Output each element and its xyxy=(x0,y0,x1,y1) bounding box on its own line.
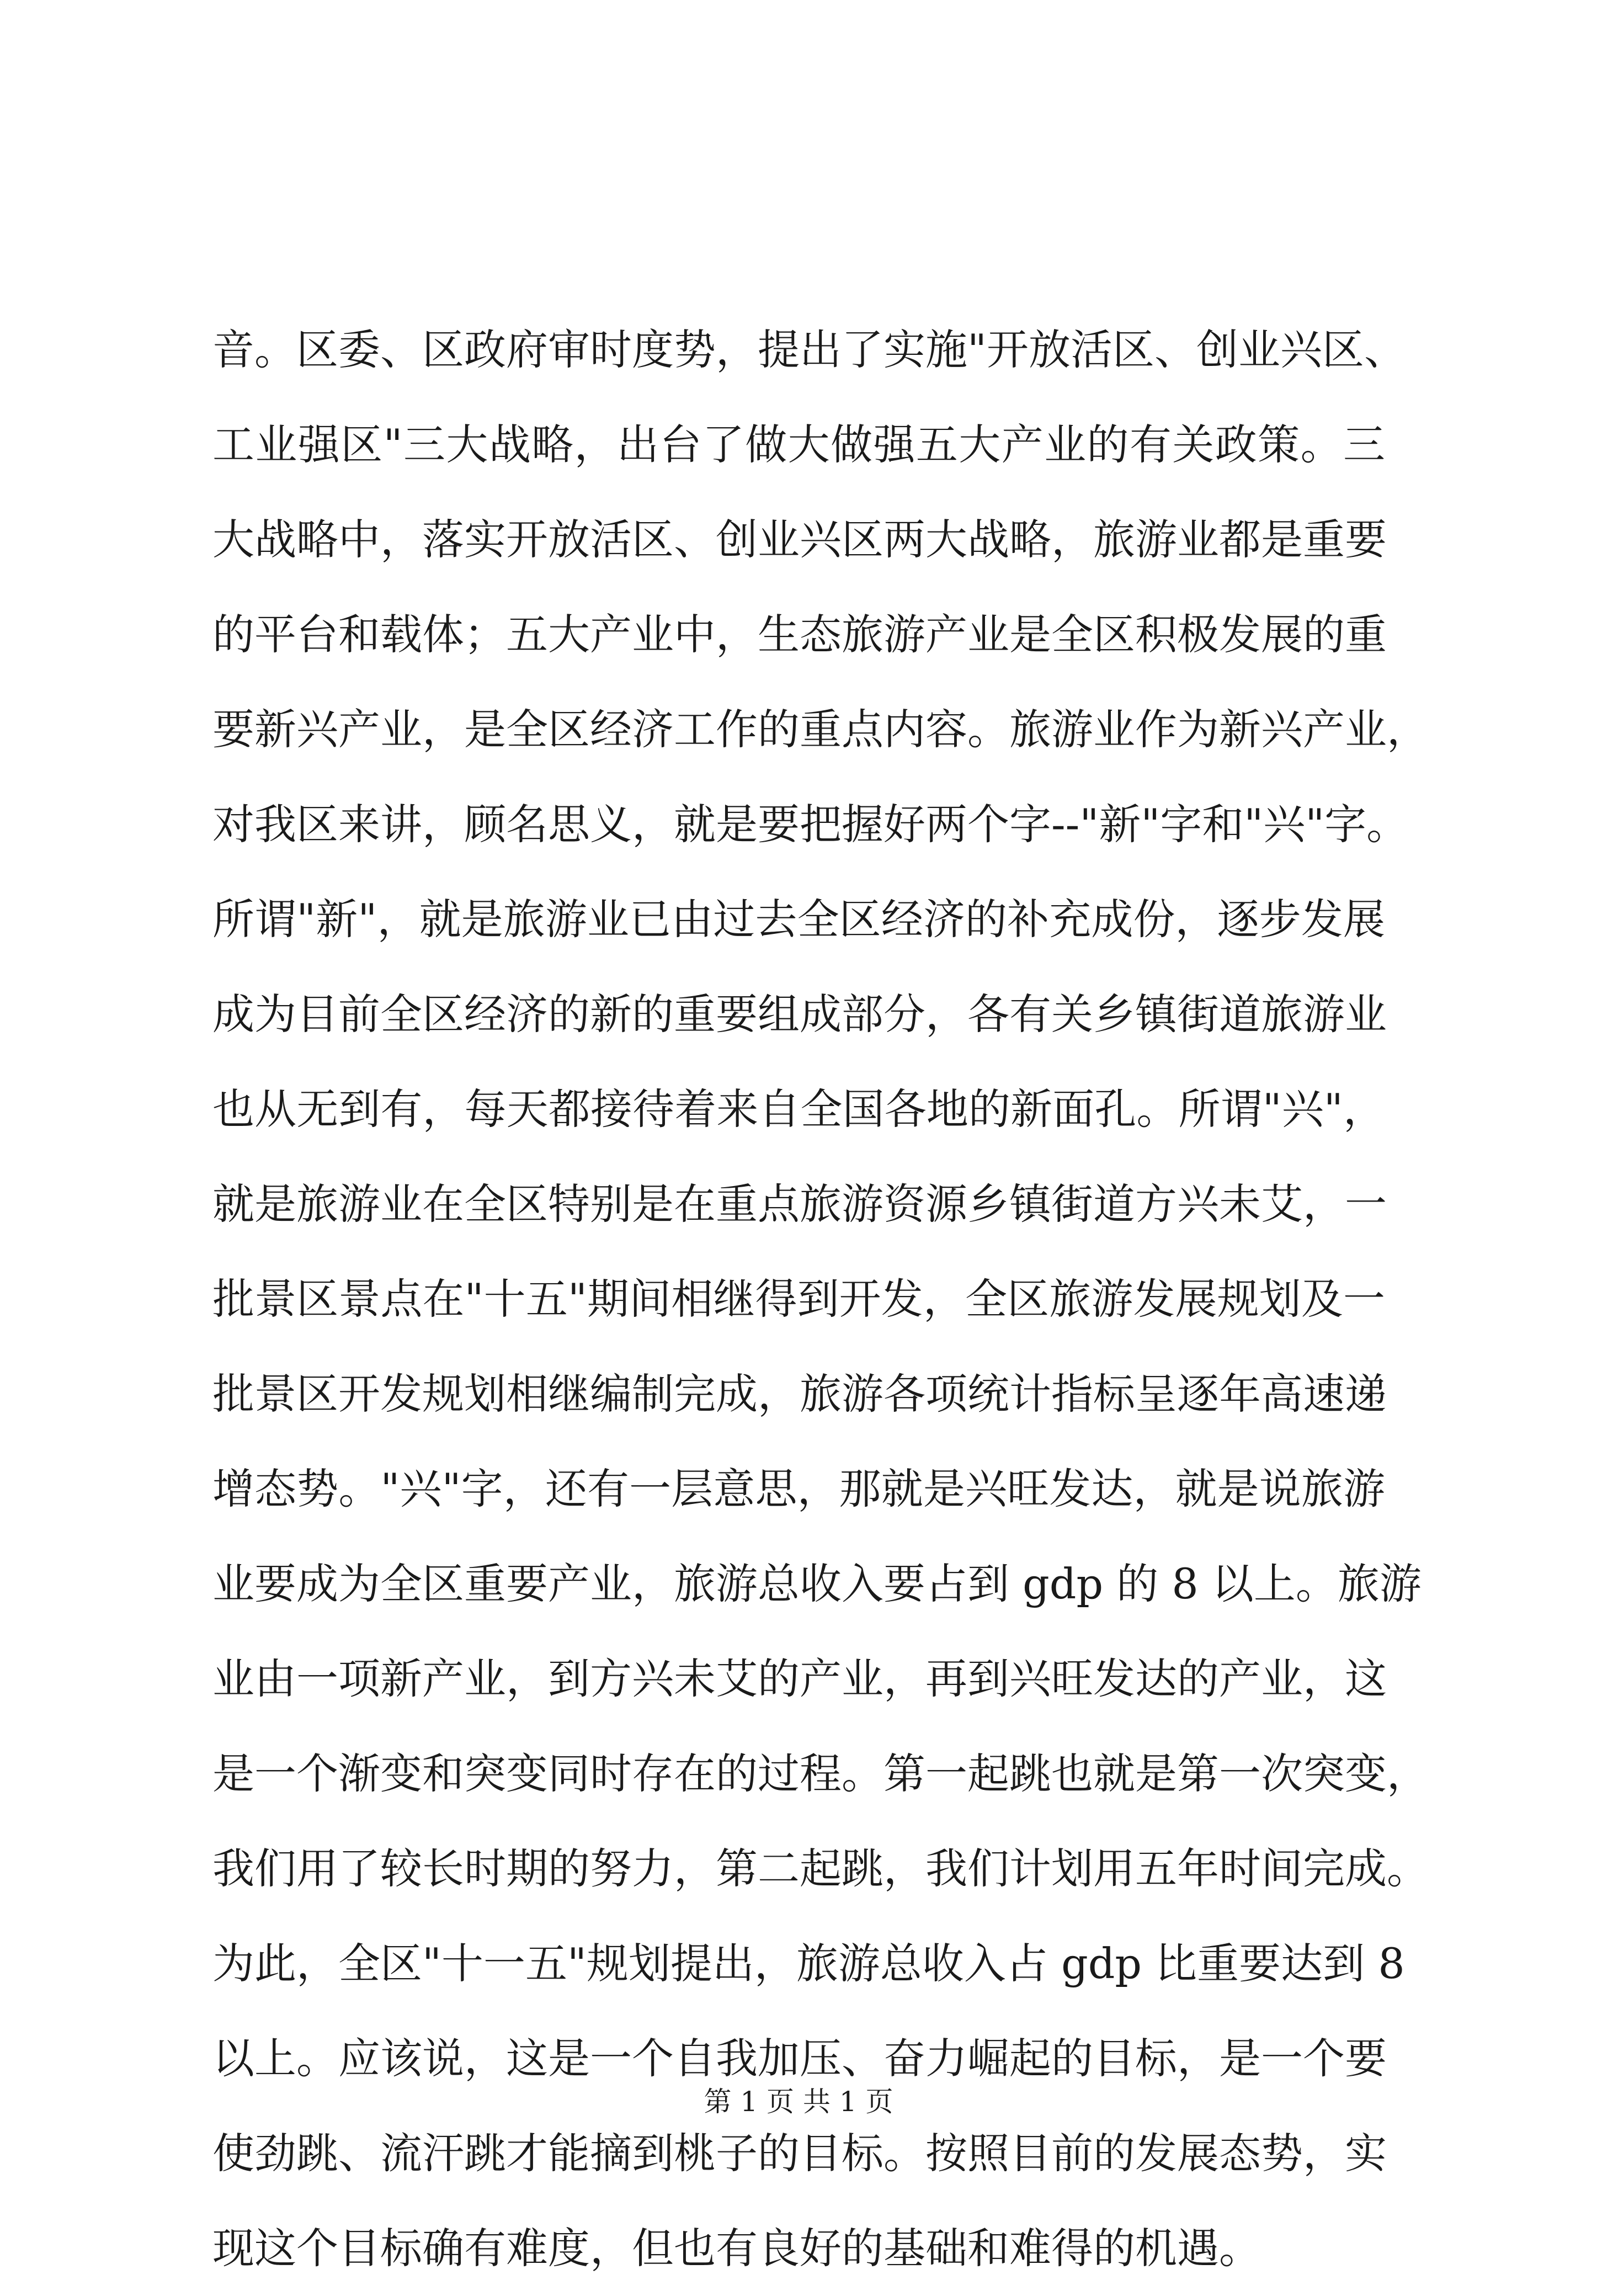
text-line: 业由一项新产业，到方兴未艾的产业，再到兴旺发达的产业，这 xyxy=(212,1654,1387,1703)
text-line: 是一个渐变和突变同时存在的过程。第一起跳也就是第一次突变， xyxy=(212,1749,1429,1798)
text-line: 批景区景点在"十五"期间相继得到开发，全区旅游发展规划及一 xyxy=(212,1274,1385,1324)
text-line: 对我区来讲，顾名思义，就是要把握好两个字--"新"字和"兴"字。 xyxy=(212,800,1409,849)
text-line: 业要成为全区重要产业，旅游总收入要占到 gdp 的 8 以上。旅游 xyxy=(212,1559,1422,1608)
text-line: 要新兴产业，是全区经济工作的重点内容。旅游业作为新兴产业， xyxy=(212,705,1429,754)
text-line: 的平台和载体；五大产业中，生态旅游产业是全区积极发展的重 xyxy=(212,610,1387,659)
text-line: 我们用了较长时期的努力，第二起跳，我们计划用五年时间完成。 xyxy=(212,1844,1429,1893)
text-line: 也从无到有，每天都接待着来自全国各地的新面孔。所谓"兴"， xyxy=(212,1085,1385,1134)
text-line-last: 现这个目标确有难度，但也有良好的基础和难得的机遇。 xyxy=(212,2224,1261,2273)
page-footer xyxy=(0,2085,1597,2118)
text-line: 成为目前全区经济的新的重要组成部分，各有关乡镇街道旅游业 xyxy=(212,990,1387,1039)
text-line: 就是旅游业在全区特别是在重点旅游资源乡镇街道方兴未艾，一 xyxy=(212,1179,1387,1229)
page-number-indicator: 第 1 页 共 1 页 xyxy=(704,2086,893,2118)
text-line: 使劲跳、流汗跳才能摘到桃子的目标。按照目前的发展态势，实 xyxy=(212,2129,1387,2178)
text-line: 批景区开发规划相继编制完成，旅游各项统计指标呈逐年高速递 xyxy=(212,1369,1387,1418)
text-line: 增态势。"兴"字，还有一层意思，那就是兴旺发达，就是说旅游 xyxy=(212,1464,1385,1513)
text-line: 音。区委、区政府审时度势，提出了实施"开放活区、创业兴区、 xyxy=(212,325,1406,374)
text-line: 大战略中，落实开放活区、创业兴区两大战略，旅游业都是重要 xyxy=(212,515,1387,564)
text-line: 所谓"新"，就是旅游业已由过去全区经济的补充成份，逐步发展 xyxy=(212,895,1385,944)
text-line: 工业强区"三大战略，出台了做大做强五大产业的有关政策。三 xyxy=(212,420,1385,469)
body-paragraph xyxy=(212,302,1429,2296)
text-line: 以上。应该说，这是一个自我加压、奋力崛起的目标，是一个要 xyxy=(212,2034,1387,2083)
text-line: 为此，全区"十一五"规划提出，旅游总收入占 gdp 比重要达到 8 xyxy=(212,1939,1405,1988)
